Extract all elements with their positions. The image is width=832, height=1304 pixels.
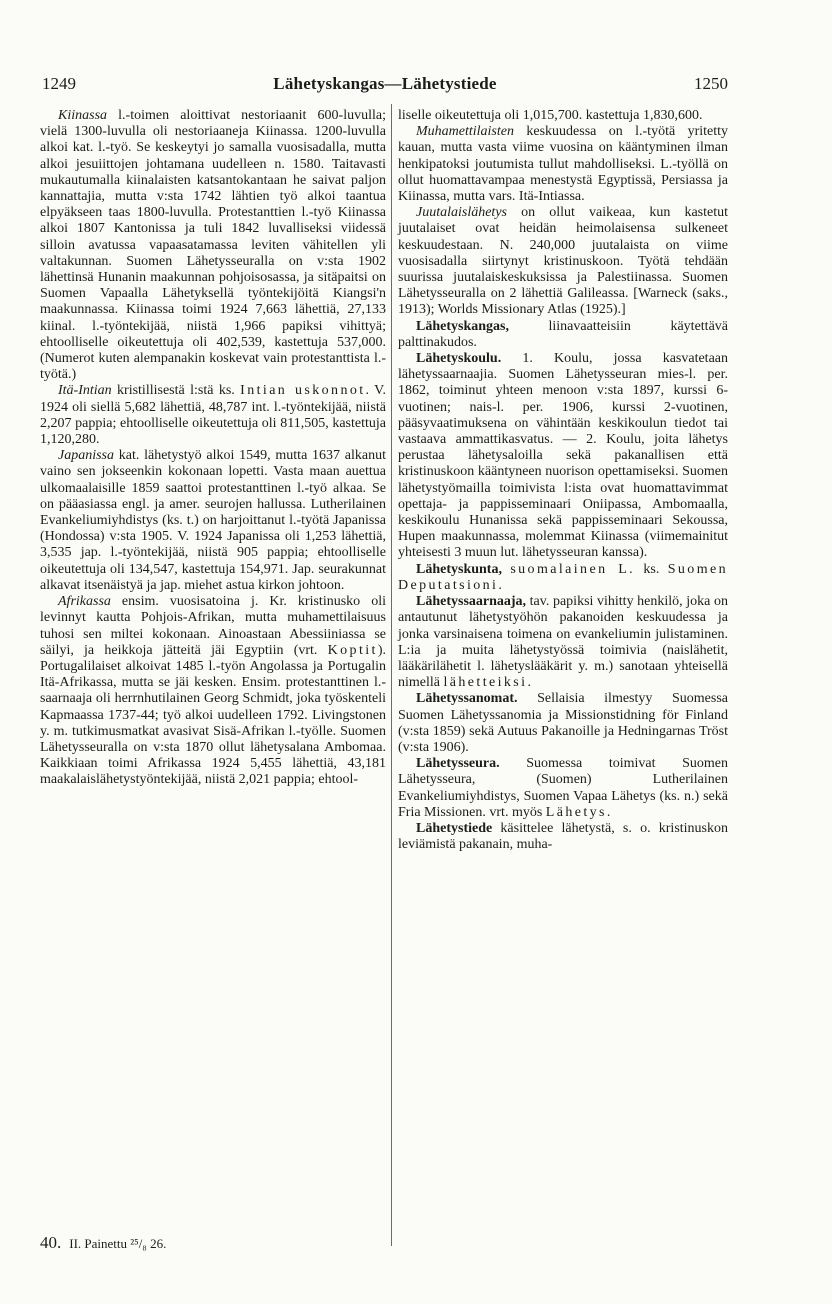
text-lahetyskangas: liinavaatteisiin käytettävä palttinakudos. — [398, 318, 728, 350]
sheet-number: 40. — [40, 1233, 62, 1252]
left-column — [40, 108, 386, 789]
term-china: Kiinassa — [58, 108, 108, 123]
term-muslims: Muhamettilaisten — [416, 124, 514, 140]
text-east-india-a: kristillisestä l:stä ks. — [111, 383, 241, 399]
right-page-number: 1250 — [694, 74, 728, 93]
entry-lahetyssanomat — [398, 691, 728, 756]
text-lahetyssaarnaaja: tav. papiksi vihitty henkilö, joka on antautunut lähetystyöhön pakanoiden keskuudessa ja jonka varsinaisena toimena on evankeliumin julistaminen. L:ia ja muita lähetystyössä toimivia (naislähetit, lääkärilähetit l. lähetyslääkärit y. m.) sanotaan yhteisellä nimellä — [398, 594, 728, 691]
paragraph-muslims — [398, 124, 728, 205]
headword-lahetyssaarnaaja: Lähetyssaarnaaja, — [416, 594, 527, 610]
text-lahetyskoulu: 1. Koulu, jossa kasvatetaan lähetyssaarnaajia. Suomen Lähetysseuran mies-l. per. 1862, toiminut yhteen menoon v:sta 1897, kurssi 6-vuotinen; nais-l. per. 1906, kurssi 2-vuotinen, pääsyvaatimuksena on vähintään keskikoulun tiedot tai vastaava ammattikasvatus. — 2. Koulu, joita lähetys perustaa lähetysaloilla sekä pakanallisen että kristinuskoon kääntyneen nuorison opettamiseksi. Suomen lähetystyömailla toimivista l:ista ovat huomattavimmat opettaja- ja pappisseminaari Oniipassa, Ambomaalla, keskikoulu Hunanissa sekä pappisseminaari Sekoussa, Hupen maakunnassa, molemmat Kiinassa (viimemainitut yhteisesti 3 muun lut. lähetysseuran kanssa). — [398, 351, 728, 561]
left-page-number: 1249 — [42, 74, 76, 93]
text-east-india-b: . V. 1924 oli siellä 5,682 lähettiä, 48,787 int. l.-työntekijää, niistä 2,207 pappia; ehtoolliselle oikeutettuja oli 811,505, kastettuja 1,120,280. — [40, 383, 386, 448]
page-header — [42, 74, 728, 98]
ref-suomen-deputatsioni[interactable]: Suomen Deputatsioni. — [398, 561, 729, 593]
text-lahetystiede: käsittelee lähetystä, s. o. kristinuskon leviämistä pakanain, muha- — [398, 820, 728, 853]
entry-lahetyssaarnaaja — [398, 594, 728, 691]
text-lahetysseura: Suomessa toimivat Suomen Lähetysseura, (Suomen) Lutherilainen Evankeliumiyhdistys, Suomen Vapaa Lähetys (ks. n.) sekä Fria Missionen. vrt. myös — [398, 756, 728, 820]
paragraph-china — [40, 108, 386, 383]
paragraph-east-india — [40, 383, 386, 448]
headword-lahetysseura: Lähetysseura. — [416, 756, 500, 772]
paragraph-africa-continued: liselle oikeutettuja oli 1,015,700. kastettuja 1,830,600. — [398, 108, 703, 123]
print-note: II. Painettu ²⁵/₈ 26. — [69, 1236, 167, 1251]
headword-lahetyskangas: Lähetyskangas, — [416, 318, 509, 334]
headword-lahetyskunta: Lähetyskunta, — [416, 561, 502, 577]
ref-lahetteiksi[interactable]: lähetteiksi. — [443, 675, 534, 691]
term-africa: Afrikassa — [58, 594, 111, 610]
headword-lahetystiede: Lähetystiede — [416, 820, 493, 836]
ref-koptit[interactable]: Koptit — [327, 642, 378, 658]
text-japan: kat. lähetystyö alkoi 1549, mutta 1637 alkanut vaino sen jokseenkin kokonaan lopetti. Vasta maan auettua ulkomaalaisille 1859 saattoi protestanttinen l.-työ alkaa. Se on pääasiassa engl. ja amer. seurojen hallussa. Lutherilainen Evankeliumiyhdistys (ks. t.) on harjoittanut l.-työtä Japanissa (Hondossa) v:sta 1905. V. 1924 Japanissa oli 1,253 lähettiä, 3,535 jap. l.-työntekijää, niistä 905 pappia; ehtoolliselle oikeutettuja oli 134,547, kastettuja 154,971. Jap. seurakunnat alkavat itsenäistyä ja jap. miehet astua kirkon johtoon. — [40, 448, 386, 593]
text-africa-b: ). Portugalilaiset alkoivat 1485 l.-työn Angolassa ja Portugalin Itä-Afrikassa, mutta se jäi kesken. Ensim. protestanttinen l.-saarnaaja oli herrnhutilainen Georg Schmidt, joka työskenteli Kapmaassa 1737-44; työ alkoi uudelleen 1792. Livingstonen y. m. tutkimusmatkat avasivat Sisä-Afrikan l.-työlle. Suomen Lähetysseuralla on v:sta 1870 ollut lähetysalana Ambomaa. Kaikkiaan toimi Afrikassa 1924 5,455 lähettiä, 43,181 maakalaislähetystyöntekijää, niistä 2,021 pappia; ehtool- — [40, 642, 386, 788]
text-lahetyssanomat: Sellaisia ilmestyy Suomessa Suomen Lähetyssanomia ja Missionstidning för Finland (v:sta 1859) sekä Autuus Pakanoille ja Hedningarnas Tröst (v:sta 1906). — [398, 691, 728, 755]
text-china: l.-toimen aloittivat nestoriaanit 600-luvulla; vielä 1300-luvulla oli nestoriaaneja Kiinassa. 1200-luvulla alkoi kat. l.-työ. Se keskeytyi jo samalla vuosisadalla, mutta alkoi jesuiittojen johtamana uudelleen n. 1580. Taitavasti mukautumalla kiinalaisten katsantokantaan he saivat paljon kannattajia, mutta v:sta 1742 lähtien työ alkoi taantua elpyäkseen taas 1800-luvulla. Protestanttien l.-työ Kiinassa alkoi 1807 Kantonissa ja tuli 1842 luvalliseksi viidessä silloin avatussa vapaasatamassa leviten vähitellen yli valtakunnan. Suomen Lähetysseuralla on v:sta 1902 lähettinsä Hunanin maakunnan pohjoisosassa, ja sitäpaitsi on Suomen Vapaalla Lähetyksellä työntekijöitä Kiangsi'n maakunnassa. Kiinassa toimi 1924 7,663 lähettiä, 27,133 kiinal. l.-työntekijää, niistä 1,966 papiksi vihittyä; ehtoolliselle oikeutettuja oli 402,539, kastettuja 537,000. (Numerot kuten alempanakin koskevat vain protestanttista l.-työtä.) — [40, 108, 386, 383]
entry-lahetyskunta — [398, 562, 728, 594]
ref-suomalainen[interactable]: suomalainen L. — [510, 561, 636, 577]
ref-lahetys[interactable]: Lähetys. — [545, 804, 613, 820]
term-japan: Japanissa — [58, 448, 114, 464]
ref-intian-uskonnot[interactable]: Intian uskonnot — [240, 383, 366, 399]
entry-lahetyskangas — [398, 319, 728, 351]
paragraph-africa — [40, 594, 386, 788]
entry-lahetystiede — [398, 821, 728, 853]
entry-lahetysseura — [398, 756, 728, 821]
right-column — [398, 108, 728, 853]
headword-lahetyssanomat: Lähetyssanomat. — [416, 691, 518, 707]
paragraph-japan — [40, 448, 386, 594]
text-jewish-mission: on ollut vaikeaa, kun kastetut juutalaiset ovat heidän heimolaisensa sulkeneet keskuudestaan. N. 240,000 juutalaista on viime vuosisadalla siirtynyt kristinuskoon. Työtä tehdään suurissa juutalaiskeskuksissa ja Palestiinassa. Suomen Lähetysseuralla on 2 lähettiä Galileassa. [Warneck (saks., 1913); Worlds Missionary Atlas (1925).] — [398, 205, 728, 318]
running-title: Lähetyskangas—Lähetystiede — [273, 74, 497, 93]
term-jewish-mission: Juutalaislähetys — [416, 205, 507, 221]
text-africa-a: ensim. vuosisatoina j. Kr. kristinusko oli levinnyt kautta Pohjois-Afrikan, mutta muhamettilaisuus tuhosi sen miltei kokonaan. Ainoastaan Abessiiniassa se säilyi, ja heikkoja jätteitä jäi Egyptiin (vrt. — [40, 594, 386, 658]
text-lahetyskunta-b: ks. — [635, 561, 668, 577]
headword-lahetyskoulu: Lähetyskoulu. — [416, 351, 502, 367]
text-muslims: keskuudessa on l.-työtä yritetty kauan, mutta vasta viime vuosina on kääntyminen ilman henkipatoksi joutumista tullut mahdolliseksi. L.-työllä on ollut huomattavampaa menestystä Egyptissä, Persiassa ja Kiinassa, mutta vars. Itä-Intiassa. — [398, 124, 728, 205]
printer-footer — [40, 1233, 166, 1253]
column-divider — [391, 104, 392, 1246]
entry-lahetyskoulu — [398, 351, 728, 562]
term-east-india: Itä-Intian — [58, 383, 112, 399]
paragraph-jewish-mission — [398, 205, 728, 318]
